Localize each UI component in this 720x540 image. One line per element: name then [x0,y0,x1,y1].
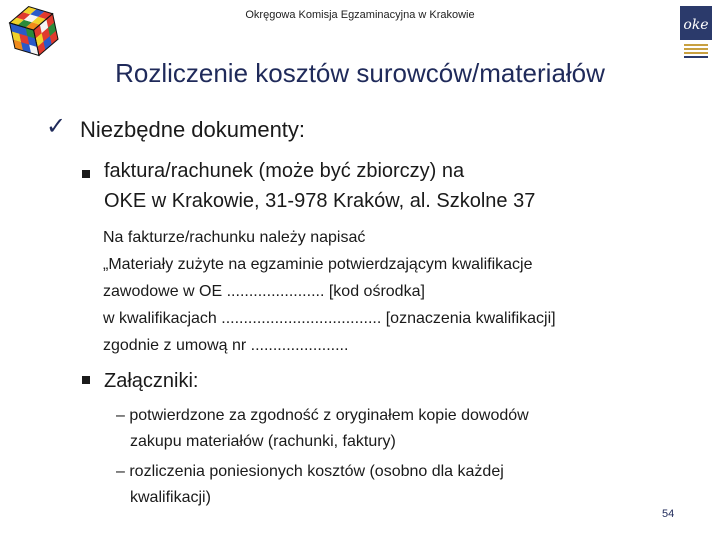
attachment-item-2-line-1: – rozliczenia poniesionych kosztów (osobno dla każdej [116,463,504,480]
checkmark-icon: ✓ [46,113,67,140]
page-number: 54 [662,508,675,520]
square-bullet-icon [82,376,90,384]
invoice-note-line-2: „Materiały zużyte na egzaminie potwierdzającym kwalifikacje [103,256,533,273]
attachment-item-1-line-1: – potwierdzone za zgodność z oryginałem kopie dowodów [116,407,529,424]
invoice-note-line-1: Na fakturze/rachunku należy napisać [103,229,366,246]
section-heading: Niezbędne dokumenty: [80,117,306,142]
oke-logo [676,2,716,64]
bullet-2-line-1: Załączniki: [104,370,199,392]
slide-title: Rozliczenie kosztów surowców/materiałów [115,58,605,88]
logo-text: oke [683,17,709,33]
square-bullet-icon [82,170,90,178]
invoice-note-line-5: zgodnie z umową nr ...................... [103,337,349,354]
bullet-1-line-1: faktura/rachunek (może być zbiorczy) na [104,160,465,182]
invoice-note-line-3: zawodowe w OE ...................... [kod ośrodka] [103,283,425,300]
organization-header: Okręgowa Komisja Egzaminacyjna w Krakowie [245,9,475,21]
attachment-item-2-line-2: kwalifikacji) [130,489,211,506]
bullet-1-line-2: OKE w Krakowie, 31-978 Kraków, al. Szkolne 37 [104,190,536,212]
invoice-note-line-4: w kwalifikacjach .................................... [oznaczenia kwalifikacji] [103,310,556,327]
attachment-item-1-line-2: zakupu materiałów (rachunki, faktury) [130,433,396,450]
